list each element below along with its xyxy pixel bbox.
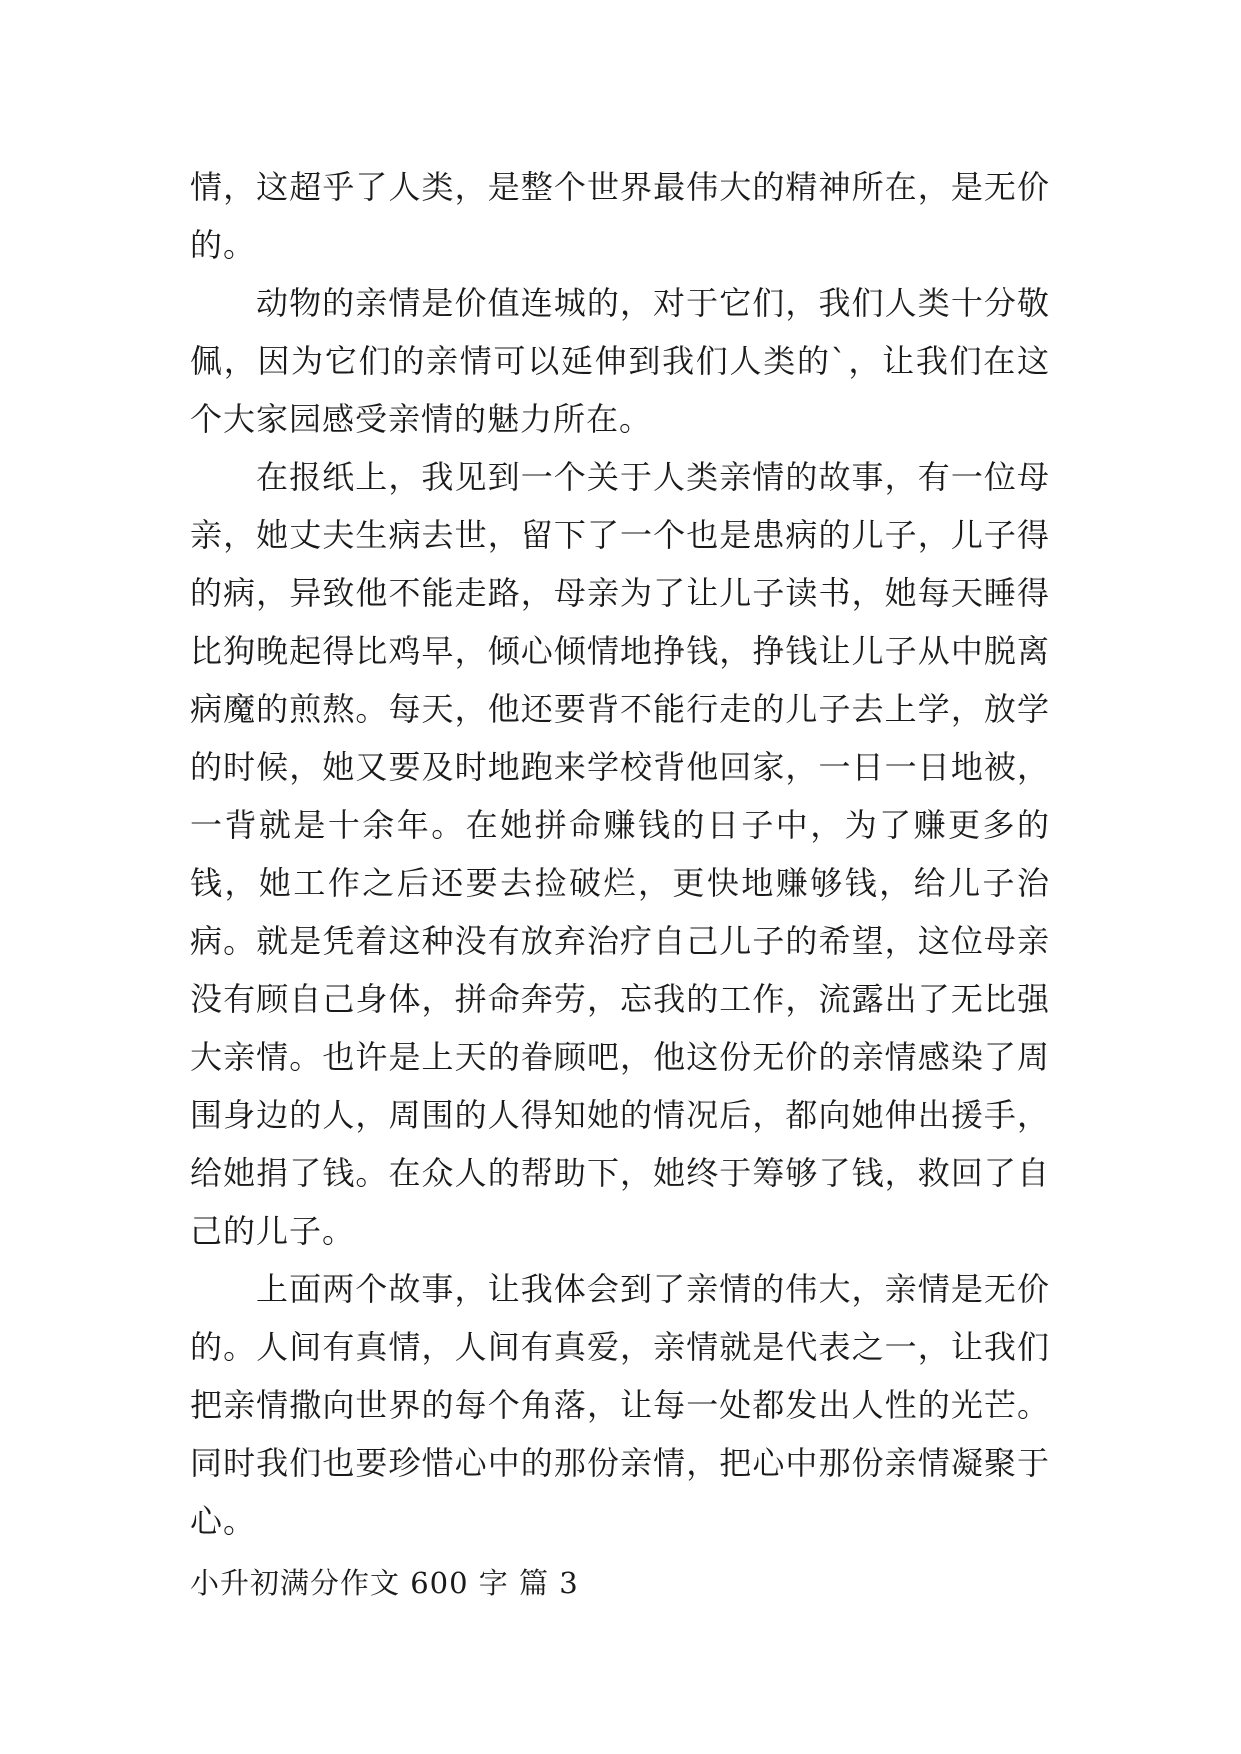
section-heading: 小升初满分作文 600 字 篇 3 [190, 1566, 579, 1600]
paragraph-2: 动物的亲情是价值连城的，对于它们，我们人类十分敬佩，因为它们的亲情可以延伸到我们人类的`，让我们在这个大家园感受亲情的魅力所在。 [190, 284, 1050, 438]
paragraph-4: 上面两个故事，让我体会到了亲情的伟大，亲情是无价的。人间有真情，人间有真爱，亲情就是代表之一，让我们把亲情撒向世界的每个角落，让每一处都发出人性的光芒。同时我们也要珍惜心中的那份亲情，把心中那份亲情凝聚于心。 [190, 1270, 1050, 1540]
paragraph-1: 情，这超乎了人类，是整个世界最伟大的精神所在，是无价的。 [190, 168, 1050, 264]
paragraph-3: 在报纸上，我见到一个关于人类亲情的故事，有一位母亲，她丈夫生病去世，留下了一个也是患病的儿子，儿子得的病，异致他不能走路，母亲为了让儿子读书，她每天睡得比狗晚起得比鸡早，倾心倾情地挣钱，挣钱让儿子从中脱离病魔的煎熬。每天，他还要背不能行走的儿子去上学，放学的时候，她又要及时地跑来学校背他回家，一日一日地被，一背就是十余年。在她拼命赚钱的日子中，为了赚更多的钱，她工作之后还要去捡破烂，更快地赚够钱，给儿子治病。就是凭着这种没有放弃治疗自己儿子的希望，这位母亲没有顾自己身体，拼命奔劳，忘我的工作，流露出了无比强大亲情。也许是上天的眷顾吧，他这份无价的亲情感染了周围身边的人，周围的人得知她的情况后，都向她伸出援手，给她捐了钱。在众人的帮助下，她终于筹够了钱，救回了自己的儿子。 [190, 458, 1050, 1250]
document-body [190, 158, 1050, 1608]
